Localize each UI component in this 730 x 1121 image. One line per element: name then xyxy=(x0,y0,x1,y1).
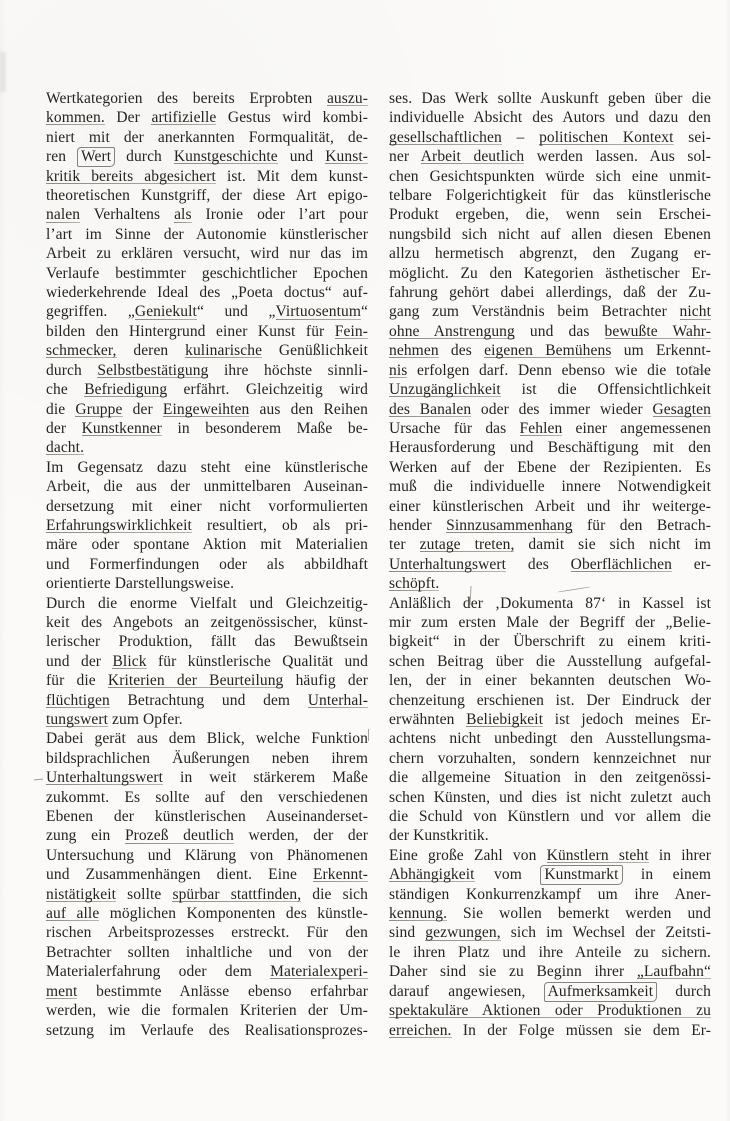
text-line xyxy=(46,283,368,302)
text-line xyxy=(46,380,368,399)
text-run: die xyxy=(46,400,76,418)
text-run: Herausforderung und Beschäftigung mit den xyxy=(389,439,711,457)
pencil-underlined-text: artifizielle xyxy=(151,109,217,127)
text-run: in weit stärkerem Maße xyxy=(163,769,368,787)
text-run: – xyxy=(501,128,540,146)
text-line xyxy=(389,749,711,768)
pencil-underlined-text: Abhängigkeit xyxy=(389,866,475,884)
pencil-underlined-text: des Banalen xyxy=(389,400,472,418)
text-run: mir zum ersten Male der Begriff der „Belie- xyxy=(389,613,711,631)
text-run: durch xyxy=(656,982,711,1000)
text-run: Durch die enorme Vielfalt und Gleichzeitig- xyxy=(46,594,368,612)
text-line xyxy=(389,186,711,205)
text-run: Arbeit zu erklären versucht, wird nur das im xyxy=(46,245,368,263)
text-line xyxy=(389,400,711,419)
text-line xyxy=(389,846,711,865)
pencil-underlined-text: Gesagten xyxy=(652,400,711,418)
text-run: Verlaufe bestimmter geschichtlicher Epochen xyxy=(46,264,368,282)
pencil-underlined-text: Selbstbestätigung xyxy=(97,361,209,379)
text-line xyxy=(389,89,711,108)
text-line xyxy=(46,691,368,710)
pencil-underlined-text: Materialexperi- xyxy=(270,963,368,981)
text-run: märe oder spontane Aktion mit Materialien xyxy=(46,536,368,554)
text-line xyxy=(46,710,368,729)
text-line xyxy=(46,671,368,690)
text-run: ses. Das Werk sollte Auskunft geben über die xyxy=(389,90,711,107)
pencil-underlined-text: flüchtigen xyxy=(46,691,110,709)
text-run: resultiert, ob als pri- xyxy=(191,516,368,534)
text-run: zukommt. Es sollte auf den verschiedenen xyxy=(46,788,368,806)
text-run: Sie wollen bemerkt werden und xyxy=(447,905,711,923)
text-line xyxy=(389,302,711,321)
text-run: gegriffen. „ xyxy=(46,303,135,321)
pencil-underlined-text: kennung. xyxy=(389,905,448,923)
text-line xyxy=(46,749,368,768)
pencil-underlined-text: bewußte Wahr- xyxy=(604,322,712,340)
text-run: individuelle Absicht des Autors und dazu den xyxy=(389,109,711,127)
text-line xyxy=(389,438,711,457)
text-line xyxy=(46,341,368,360)
text-run: Gestus wird kombi- xyxy=(216,109,368,127)
text-line xyxy=(389,477,711,496)
text-line xyxy=(389,419,711,438)
pencil-underlined-text: kulinarische xyxy=(185,342,263,360)
text-run: und Formerfindungen oder als abbildhaft xyxy=(46,555,368,573)
text-line xyxy=(46,458,368,477)
text-line xyxy=(46,574,368,593)
text-run: um Erkennt- xyxy=(611,342,711,360)
pencil-underlined-text: Unterhaltungswert xyxy=(46,769,164,787)
pencil-underlined-text: Sinnzusammenhang xyxy=(446,516,573,534)
text-run: in ihrer xyxy=(648,846,712,864)
text-run: und xyxy=(277,148,326,166)
text-line xyxy=(46,147,368,166)
text-run: der xyxy=(46,419,82,437)
text-run: möglicht. Zu den Kategorien ästhetischer Er- xyxy=(389,264,711,282)
text-run: nungsbild sich nicht auf allen diesen Ebenen xyxy=(389,225,711,243)
pencil-underlined-text: politischen Kontext xyxy=(539,128,674,146)
text-line xyxy=(46,225,368,244)
text-run: bilden den Hintergrund einer Kunst für xyxy=(46,322,335,340)
text-line xyxy=(389,535,711,554)
text-run: sind xyxy=(389,924,426,942)
pencil-underlined-text: Kunstgeschichte xyxy=(173,148,278,166)
pencil-smudge-left-edge xyxy=(0,52,6,92)
text-run: Der xyxy=(104,109,152,127)
text-line xyxy=(389,865,711,884)
pencil-boxed-term: Kunstmarkt xyxy=(540,865,622,885)
text-run: ner xyxy=(389,148,421,166)
text-run: Materialerfahrung oder dem xyxy=(46,963,271,981)
pencil-underlined-text: Eingeweihten xyxy=(162,400,250,418)
text-run: Ironie oder l’art pour xyxy=(191,206,368,224)
text-run: die allgemeine Situation in den zeitgenössi- xyxy=(389,769,711,787)
text-run: zum Opfer. xyxy=(108,711,183,728)
text-line xyxy=(46,729,368,748)
pencil-boxed-term: Aufmerksamkeit xyxy=(544,982,658,1002)
text-line xyxy=(46,477,368,496)
text-run: orientierte Darstellungsweise. xyxy=(46,575,235,593)
text-line xyxy=(389,497,711,516)
pencil-underlined-text: tungswert xyxy=(46,711,109,728)
text-line xyxy=(46,205,368,224)
text-line xyxy=(389,128,711,147)
pencil-underlined-text: nehmen xyxy=(389,342,439,360)
text-run: le ihren Platz und ihre Anteile zu sichern. xyxy=(389,943,711,961)
pencil-underlined-text: Unterhal- xyxy=(307,691,368,709)
text-run: hender xyxy=(389,516,447,534)
pencil-underlined-text: Beliebigkeit xyxy=(466,711,544,728)
text-run: für die xyxy=(46,672,108,690)
pencil-underlined-text: schöpft. xyxy=(389,575,440,593)
text-run: muß die individuelle innere Notwendigkeit xyxy=(389,478,711,496)
text-line xyxy=(46,632,368,651)
pencil-underlined-text: gezwungen, xyxy=(425,924,501,942)
text-run: schen Künsten, und dies ist nicht zuletzt auch xyxy=(389,788,711,806)
text-line xyxy=(389,205,711,224)
pencil-underlined-text: Blick xyxy=(112,652,147,670)
text-line xyxy=(389,962,711,981)
text-run: Untersuchung und Klärung von Phänomenen xyxy=(46,846,368,864)
pencil-underlined-text: zutage treten, xyxy=(419,536,515,554)
text-line xyxy=(389,244,711,263)
text-run: allzu hermetisch abgrenzt, den Zugang er- xyxy=(389,245,711,263)
pencil-underlined-text: nicht xyxy=(679,303,711,321)
text-line xyxy=(46,535,368,554)
text-run: Betrachtung und dem xyxy=(109,691,308,709)
text-line xyxy=(389,1021,711,1040)
text-line xyxy=(389,167,711,186)
text-run: keit des Angebots an zeitgenössischer, künst- xyxy=(46,613,368,631)
text-run: ter xyxy=(389,536,420,554)
text-run: Im Gegensatz dazu steht eine künstlerische xyxy=(46,458,368,476)
text-run: er- xyxy=(672,555,712,573)
text-run: setzung im Verlaufe des Realisationsprozes- xyxy=(46,1021,368,1039)
text-run: Genüßlichkeit xyxy=(262,342,368,360)
text-run: l’art im Sinne der Autonomie künstlerischer xyxy=(46,225,368,243)
text-run: ren xyxy=(46,148,79,166)
text-line xyxy=(389,380,711,399)
text-line xyxy=(389,710,711,729)
text-line xyxy=(389,594,711,613)
text-run: Eine große Zahl von xyxy=(389,846,547,864)
text-run: In der Folge müssen sie dem Er- xyxy=(451,1021,711,1039)
text-run: Ebenen der künstlerischen Auseinanderset- xyxy=(46,808,368,826)
text-run: niert mit der anerkannten Formqualität, de- xyxy=(46,128,368,146)
text-run: Produkt ergeben, die, wenn sein Erschei- xyxy=(389,206,711,224)
pencil-boxed-term: Wert xyxy=(77,147,115,167)
text-columns xyxy=(46,89,711,1040)
text-run: des xyxy=(506,555,571,573)
text-run: fahrung gehört dabei allerdings, daß der Zu- xyxy=(389,284,711,302)
text-line xyxy=(46,516,368,535)
pencil-underlined-text: Fehlen xyxy=(519,419,563,437)
pencil-margin-tick-left xyxy=(34,779,43,781)
text-run: Verhaltens xyxy=(80,206,175,224)
pencil-underlined-text: eigenen Bemühens xyxy=(484,342,612,360)
text-run: sei- xyxy=(673,128,711,146)
text-run: Anläßlich der ‚Dokumenta 87‘ in Kassel ist xyxy=(389,594,711,612)
text-line xyxy=(389,108,711,127)
text-run: ständigen Konkurrenzkampf um ihre Aner- xyxy=(389,885,711,903)
text-line xyxy=(389,923,711,942)
text-run: und Zusammenhängen dient. Eine xyxy=(46,866,313,884)
text-run: und der xyxy=(46,652,113,670)
text-line xyxy=(389,671,711,690)
pencil-underlined-text: Prozeß deutlich xyxy=(124,827,234,845)
pencil-underlined-text: Geniekult xyxy=(134,303,197,321)
text-run: Werken auf der Ebene der Rezipienten. Es xyxy=(389,458,711,476)
text-run: vom xyxy=(474,866,542,884)
pencil-underlined-text: auszu- xyxy=(326,90,368,107)
text-line xyxy=(46,244,368,263)
text-line xyxy=(389,807,711,826)
text-run: Daher sind sie zu Beginn ihrer xyxy=(389,963,637,981)
text-run: möglichen Komponenten des künstle- xyxy=(99,905,369,923)
text-run: sich im Wechsel der Zeitsti- xyxy=(500,924,711,942)
text-line xyxy=(46,865,368,884)
text-line xyxy=(46,167,368,186)
text-run: der Kunstkritik. xyxy=(389,827,489,845)
pencil-underlined-text: auf alle xyxy=(46,905,100,923)
text-line xyxy=(46,923,368,942)
text-line xyxy=(46,361,368,380)
text-line xyxy=(389,729,711,748)
text-line xyxy=(389,943,711,962)
text-line xyxy=(46,943,368,962)
text-line xyxy=(389,147,711,166)
text-run: deren xyxy=(116,342,186,360)
text-run: “ und „ xyxy=(196,303,276,321)
text-line xyxy=(46,186,368,205)
text-run: chern vorzuhalten, sondern kennzeichnet nur xyxy=(389,749,711,767)
text-run: dersetzung mit einer nicht vorformulierten xyxy=(46,497,368,515)
pencil-underlined-text: erreichen. xyxy=(389,1021,452,1039)
text-run: bildsprachlichen Äußerungen neben ihrem xyxy=(46,749,368,767)
text-line xyxy=(46,982,368,1001)
text-run: Wertkategorien des bereits Erprobten xyxy=(46,90,327,107)
text-run: oder des immer wieder xyxy=(471,400,653,418)
text-line xyxy=(389,885,711,904)
text-line xyxy=(389,458,711,477)
pencil-underlined-text: Kunst- xyxy=(325,148,368,166)
text-run: der xyxy=(122,400,163,418)
pencil-underlined-text: nis xyxy=(389,361,408,379)
text-line xyxy=(389,516,711,535)
text-run: bestimmte Anlässe ebenso erfahrbar xyxy=(77,982,368,1000)
text-line xyxy=(46,555,368,574)
text-line xyxy=(46,846,368,865)
text-run: häufig der xyxy=(283,672,368,690)
pencil-underlined-text: Arbeit deutlich xyxy=(420,148,525,166)
text-run: len, der in einer bekannten deutschen Wo- xyxy=(389,672,711,690)
text-run: darauf angewiesen, xyxy=(389,982,545,1000)
text-run: für den Betrach- xyxy=(572,516,712,534)
text-run: lerischer Produktion, fällt das Bewußtsein xyxy=(46,633,368,651)
pencil-underlined-text: spektakuläre Aktionen oder Produktionen zu xyxy=(389,1002,711,1020)
text-line xyxy=(389,283,711,302)
text-line xyxy=(46,128,368,147)
text-run: “ xyxy=(361,303,368,321)
pencil-underlined-text: Unzugänglichkeit xyxy=(389,381,501,399)
text-line xyxy=(389,361,711,380)
text-line xyxy=(46,962,368,981)
text-run: chen Gesichtspunkten würde sich eine unmit- xyxy=(389,167,711,185)
text-line xyxy=(46,419,368,438)
pencil-underlined-text: Befriedigung xyxy=(84,381,168,399)
pencil-underlined-text: „Laufbahn“ xyxy=(636,963,711,981)
text-line xyxy=(46,302,368,321)
text-run: für künstlerische Qualität und xyxy=(146,652,368,670)
text-line xyxy=(46,89,368,108)
pencil-underlined-text: dacht. xyxy=(46,439,85,457)
pencil-underlined-text: nalen xyxy=(46,206,81,224)
text-run: die Schuld von Künstlern und vor allem die xyxy=(389,808,711,826)
pencil-underlined-text: Fein- xyxy=(334,322,368,340)
text-run: Ursache für das xyxy=(389,419,520,437)
text-line xyxy=(46,497,368,516)
text-run: erfährt. Gleichzeitig wird xyxy=(167,381,368,399)
text-line xyxy=(46,768,368,787)
text-run: Dabei gerät aus dem Blick, welche Funktion xyxy=(46,730,368,748)
text-line xyxy=(46,594,368,613)
pencil-underlined-text: kritik bereits abgesichert xyxy=(46,167,216,185)
text-column-left xyxy=(46,89,368,1040)
text-line xyxy=(389,341,711,360)
text-line xyxy=(389,826,711,845)
text-run: chenzeitung erschienen ist. Der Eindruck der xyxy=(389,691,711,709)
pencil-underlined-text: Kriterien der Beurteilung xyxy=(107,672,284,690)
pencil-underlined-text: Gruppe xyxy=(75,400,123,418)
text-run: damit sie sich nicht im xyxy=(514,536,711,554)
pencil-underlined-text: nistätigkeit xyxy=(46,885,117,903)
text-line xyxy=(389,652,711,671)
text-run: Betrachter sollten inhaltliche und von der xyxy=(46,943,368,961)
text-run: aus den Reihen xyxy=(249,400,368,418)
pencil-underlined-text: Erfahrungswirklichkeit xyxy=(46,516,192,534)
text-line xyxy=(389,613,711,632)
text-line xyxy=(46,1021,368,1040)
text-line xyxy=(389,632,711,651)
text-line xyxy=(389,574,711,593)
text-run: einer künstlerischen Arbeit und ihr weiterge- xyxy=(389,497,711,515)
pencil-underlined-text: Virtuosentum xyxy=(275,303,362,321)
text-line xyxy=(389,788,711,807)
pencil-underlined-text: Kunstkenner xyxy=(81,419,162,437)
text-run: gang zum Verständnis beim Betrachter xyxy=(389,303,680,321)
text-line xyxy=(46,652,368,671)
pencil-underlined-text: ment xyxy=(46,982,78,1000)
text-run: theoretischen Kunstgriff, der diese Art epigo- xyxy=(46,187,368,205)
text-line xyxy=(389,225,711,244)
text-line xyxy=(389,768,711,787)
text-run: ist die Offensichtlichkeit xyxy=(500,381,711,399)
pencil-underlined-text: ohne Anstrengung xyxy=(389,322,515,340)
text-run: zung ein xyxy=(46,827,125,845)
pencil-underlined-text: gesellschaftlichen xyxy=(389,128,502,146)
pencil-underlined-text: spürbar stattfinden, xyxy=(172,885,302,903)
text-run: durch xyxy=(46,361,98,379)
text-line xyxy=(46,322,368,341)
text-run: die sich xyxy=(301,885,368,903)
text-line xyxy=(389,264,711,283)
text-line xyxy=(389,555,711,574)
text-column-right xyxy=(389,89,711,1040)
pencil-underlined-text: Oberflächlichen xyxy=(570,555,672,573)
pencil-underlined-text: schmecker, xyxy=(46,342,117,360)
text-run: schen Beitrag über die Ausstellung aufgefal- xyxy=(389,652,711,670)
text-run: che xyxy=(46,381,85,399)
text-run: des xyxy=(438,342,485,360)
text-line xyxy=(389,904,711,923)
text-run: ist jedoch meines Er- xyxy=(543,711,711,728)
text-run: telbare Folgerichtigkeit für das künstlerische xyxy=(389,187,711,205)
text-line xyxy=(46,438,368,457)
text-run: ihre höchste sinnli- xyxy=(208,361,368,379)
text-run: bigkeit“ in der Überschrift zu einem kriti- xyxy=(389,633,711,651)
pencil-underlined-text: Künstlern steht xyxy=(546,846,649,864)
text-line xyxy=(46,613,368,632)
text-run: durch xyxy=(114,148,174,166)
text-run: achtens nicht unbedingt den Ausstellungsma- xyxy=(389,730,711,748)
text-line xyxy=(389,1001,711,1020)
text-line xyxy=(46,826,368,845)
text-line xyxy=(389,322,711,341)
text-line xyxy=(46,400,368,419)
text-line xyxy=(46,807,368,826)
text-run: erwähnten xyxy=(389,711,467,728)
text-line xyxy=(46,904,368,923)
text-run: und das xyxy=(514,322,605,340)
text-run: erfolgen darf. Denn ebenso wie die totale xyxy=(407,361,711,379)
pencil-underlined-text: Unterhaltungswert xyxy=(389,555,507,573)
text-run: einer angemessenen xyxy=(562,419,711,437)
text-run: werden lassen. Aus sol- xyxy=(524,148,712,166)
text-run: sollte xyxy=(116,885,173,903)
text-run: Arbeit, die aus der unmittelbaren Auseinan- xyxy=(46,478,368,496)
text-line xyxy=(389,691,711,710)
text-run: in einem xyxy=(621,866,711,884)
text-run: werden, der der xyxy=(233,827,369,845)
pencil-underlined-text: Erkennt- xyxy=(312,866,368,884)
text-line xyxy=(46,1001,368,1020)
text-line xyxy=(389,982,711,1001)
text-run: wiederkehrende Ideal des „Poeta doctus“ auf- xyxy=(46,284,368,302)
text-line xyxy=(46,788,368,807)
pencil-underlined-text: als xyxy=(174,206,192,224)
text-line xyxy=(46,264,368,283)
text-run: in besonderem Maße be- xyxy=(161,419,368,437)
text-run: rischen Arbeitsprozesses erstreckt. Für den xyxy=(46,924,368,942)
text-run: ist. Mit dem kunst- xyxy=(215,167,368,185)
text-run: werden, wie die formalen Kriterien der Um- xyxy=(46,1002,368,1020)
pencil-underlined-text: kommen. xyxy=(46,109,105,127)
text-line xyxy=(46,108,368,127)
text-line xyxy=(46,885,368,904)
